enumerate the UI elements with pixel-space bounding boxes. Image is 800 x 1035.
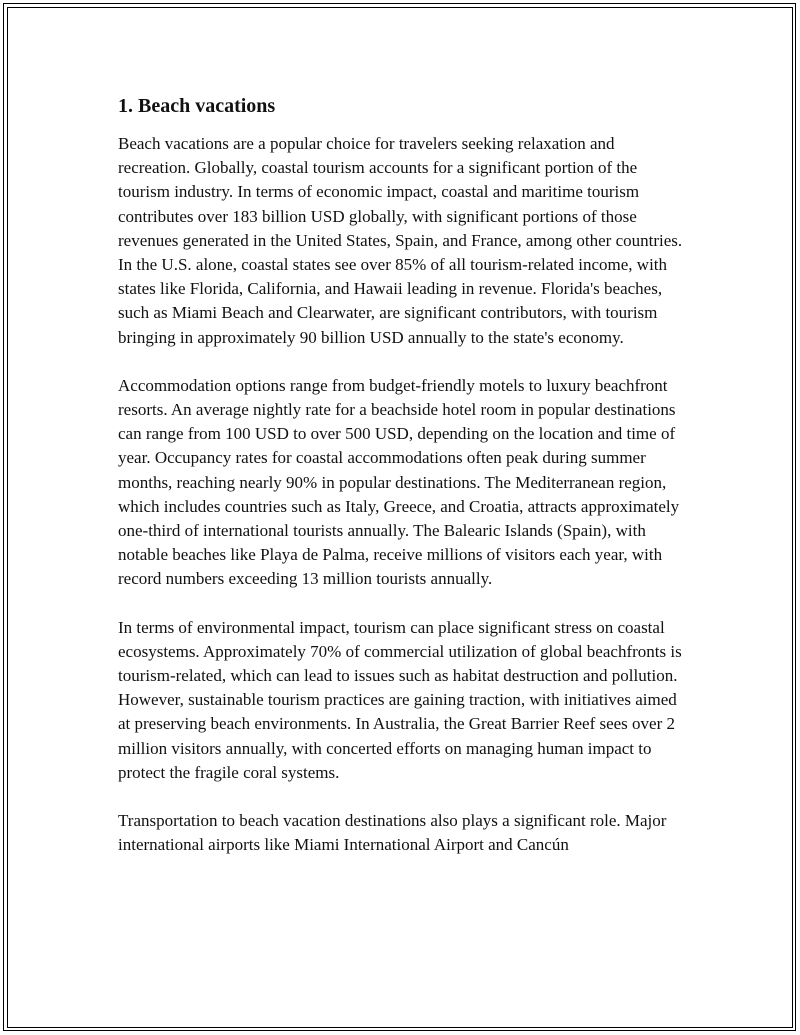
- section-heading: 1. Beach vacations: [118, 95, 276, 117]
- paragraph-transportation: Transportation to beach vacation destinations also plays a significant role. Major international airports like Miami International Airport and Cancún: [118, 811, 667, 855]
- paragraph-accommodation: Accommodation options range from budget-friendly motels to luxury beachfront resorts. An average nightly rate for a beachside hotel room in popular destinations can range from 100 USD to over 500 USD, depending on the location and time of year. Occupancy rates for coastal accommodations often peak during summer months, reaching nearly 90% in popular destinations. The Mediterranean region, which includes countries such as Italy, Greece, and Croatia, attracts approximately one-third of international tourists annually. The Balearic Islands (Spain), with notable beaches like Playa de Palma, receive millions of visitors each year, with record numbers exceeding 13 million tourists annually.: [118, 375, 680, 589]
- document-page: [118, 94, 688, 881]
- paragraph-environmental-impact: In terms of environmental impact, tourism can place significant stress on coastal ecosystems. Approximately 70% of commercial utilization of global beachfronts is tourism-related, which can lead to issues such as habitat destruction and pollution. However, sustainable tourism practices are gaining traction, with initiatives aimed at preserving beach environments. In Australia, the Great Barrier Reef sees over 2 million visitors annually, with concerted efforts on managing human impact to protect the fragile coral systems.: [118, 617, 682, 782]
- paragraph-economic-impact: Beach vacations are a popular choice for travelers seeking relaxation and recreation. Globally, coastal tourism accounts for a significant portion of the tourism industry. In terms of economic impact, coastal and maritime tourism contributes over 183 billion USD globally, with significant portions of those revenues generated in the United States, Spain, and France, among other countries. In the U.S. alone, coastal states see over 85% of all tourism-related income, with states like Florida, California, and Hawaii leading in revenue. Florida's beaches, such as Miami Beach and Clearwater, are significant contributors, with tourism bringing in approximately 90 billion USD annually to the state's economy.: [118, 134, 683, 347]
